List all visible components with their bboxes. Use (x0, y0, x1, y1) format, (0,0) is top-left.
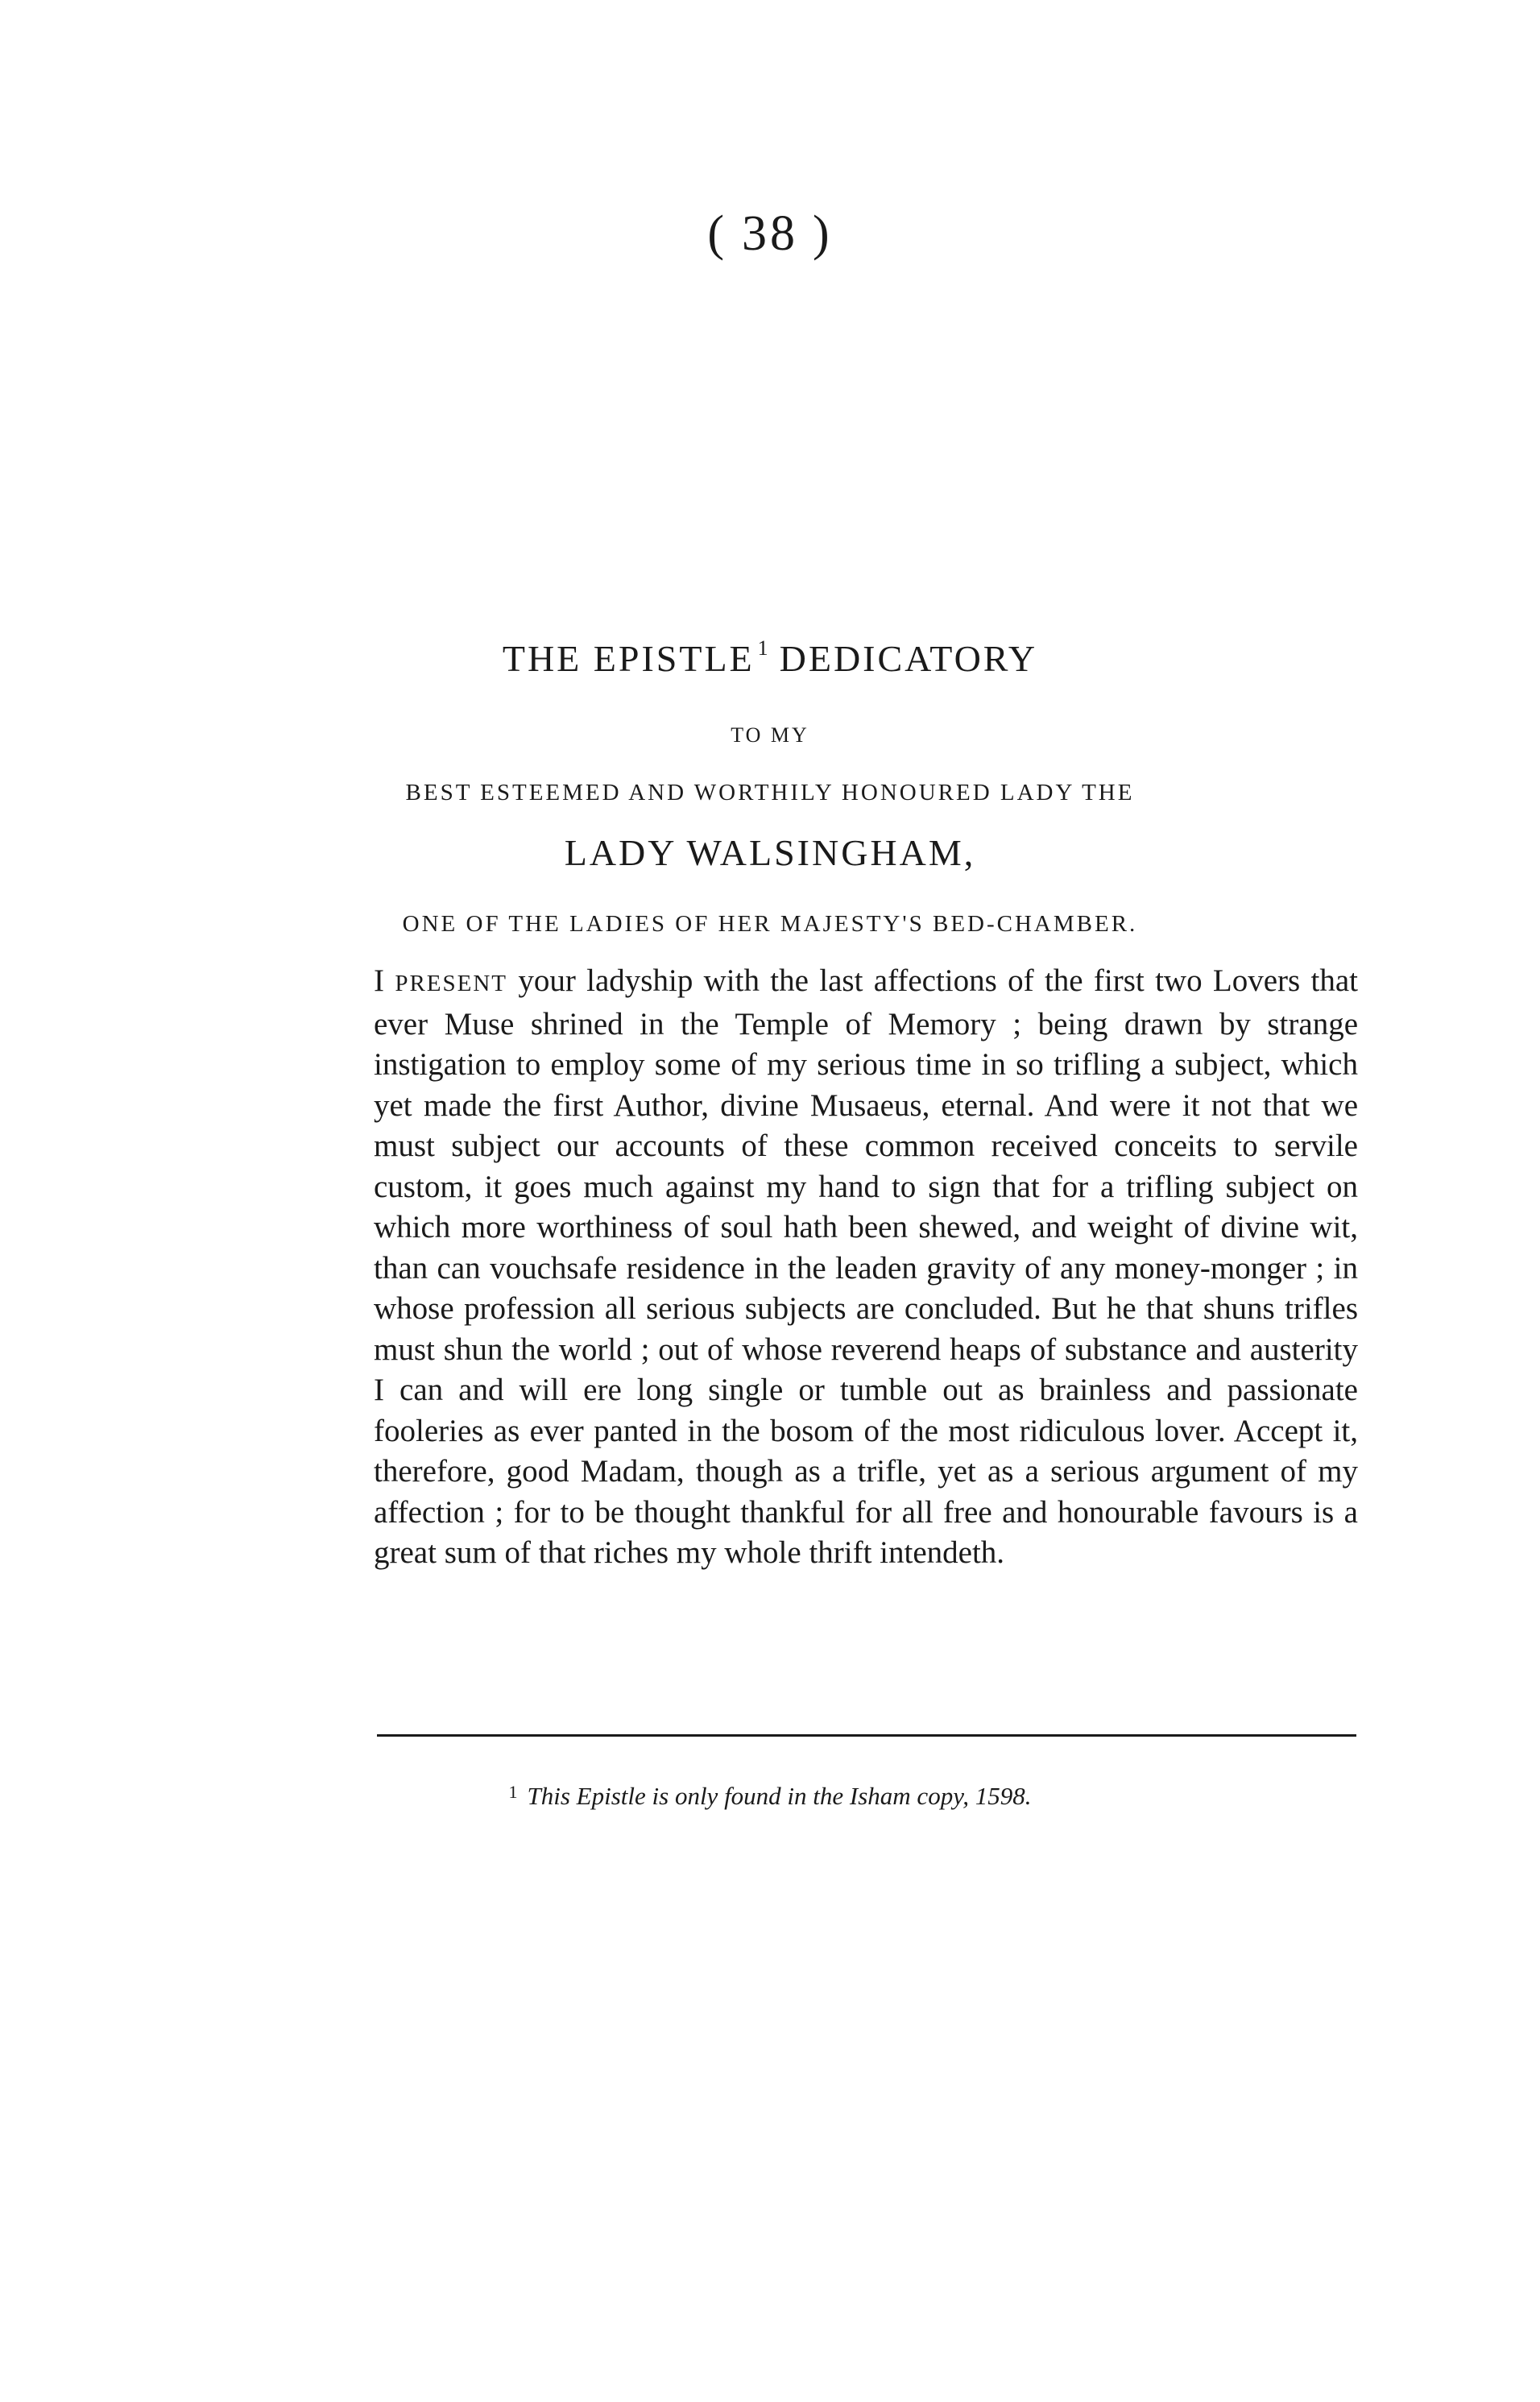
dedicatee-title: ONE OF THE LADIES OF HER MAJESTY'S BED-CHAMBER. (402, 911, 1138, 937)
footnote-separator-rule (377, 1734, 1356, 1737)
epistle-body-text: your ladyship with the last affections of the first two Lovers that ever Muse shrined in the Temple of Memory ; being drawn by strange instigation to employ some of my serious time in so trifling a subject, which yet made the first Author, divine Musaeus, eternal. And were it not that we must subject our accounts of these common received conceits to servile custom, it goes much against my hand to sign that for a trifling subject on which more worthiness of soul hath been shewed, and weight of divine wit, than can vouchsafe residence in the leaden gravity of any money-monger ; in whose profession all serious subjects are concluded. But he that shuns trifles must shun the world ; out of whose reverend heaps of substance and austerity I can and will ere long single or tumble out as brainless and passionate fooleries as ever panted in the bosom of the most ridiculous lover. Accept it, therefore, good Madam, though as a trifle, yet as a serious argument of my affection ; for to be thought thankful for all free and honourable favours is a great sum of that riches my whole thrift intendeth. (374, 963, 1358, 1570)
epistle-title (0, 636, 1540, 680)
epistle-body (374, 961, 1358, 1574)
footnote-mark: 1 (508, 1782, 518, 1802)
page-number-value: 38 (742, 206, 798, 261)
page-number (0, 205, 1540, 263)
dedication-to-my: TO MY (731, 723, 809, 747)
dedication-best-esteemed: BEST ESTEEMED AND WORTHILY HONOURED LADY THE (405, 780, 1135, 805)
first-word-rest: PRESENT (395, 971, 508, 996)
footnote-text: This Epistle is only found in the Isham copy, 1598. (527, 1782, 1032, 1810)
epistle-title-main: THE EPISTLE (502, 638, 755, 679)
footnote (0, 1782, 1540, 1811)
first-word-initial: I (374, 963, 384, 998)
page-number-open-paren: ( (707, 206, 727, 261)
title-footnote-ref: 1 (757, 636, 768, 660)
page-number-close-paren: ) (813, 206, 833, 261)
dedicatee-name: LADY WALSINGHAM, (564, 832, 976, 873)
epistle-title-rest: DEDICATORY (779, 638, 1038, 679)
